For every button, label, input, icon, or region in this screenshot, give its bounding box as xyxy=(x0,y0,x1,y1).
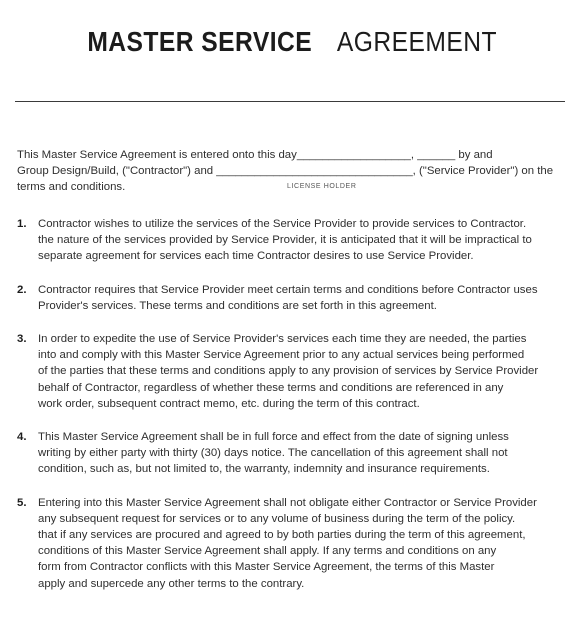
clause-number: 4. xyxy=(17,431,27,444)
clause-line: conditions of this Master Service Agreement shall apply. If any terms and conditions on any xyxy=(38,545,497,558)
clause-number: 3. xyxy=(17,333,27,346)
clause-line: work order, subsequent contract memo, etc. during the term of this contract. xyxy=(38,397,420,410)
clause-line: the nature of the services provided by Service Provider, it is anticipated that it will be impractical to xyxy=(38,234,532,247)
clause-number: 5. xyxy=(17,496,27,509)
clause-line: behalf of Contractor, regardless of whether these terms and conditions are referenced in any xyxy=(38,381,504,394)
clause-line: condition, such as, but not limited to, the warranty, indemnity and insurance requirements. xyxy=(38,463,490,476)
document-title xyxy=(0,26,580,58)
clause-line: into and comply with this Master Service Agreement prior to any actual services being performed xyxy=(38,349,525,362)
clause-line: that if any services are procured and agreed to by both parties during the term of this agreement, xyxy=(38,529,526,542)
intro-line: Group Design/Build, ("Contractor") and _______________________________, ("Service Provider") on the xyxy=(17,165,554,177)
clause-line: In order to expedite the use of Service Provider's services each time they are needed, the parties xyxy=(38,333,527,346)
clause-line: separate agreement for services each time Contractor desires to use Service Provider. xyxy=(38,250,474,263)
clause-number: 2. xyxy=(17,283,27,296)
clause-line: of the parties that these terms and conditions apply to any provision of services by Service Provider xyxy=(38,365,539,378)
clause-line: Provider's services. These terms and conditions are set forth in this agreement. xyxy=(38,299,437,312)
clause-item xyxy=(17,495,570,592)
license-holder-label: LICENSE HOLDER xyxy=(287,183,357,190)
clause-line: form from Contractor conflicts with this Master Service Agreement, the terms of this Master xyxy=(38,561,495,574)
title-bold: MASTER SERVICE xyxy=(87,26,313,57)
clause-item xyxy=(17,282,570,314)
clause-list xyxy=(17,216,570,609)
intro-line: terms and conditions. xyxy=(17,181,126,193)
clause-line: writing by either party with thirty (30) days notice. The cancellation of this agreement shall not xyxy=(38,447,508,460)
clause-item xyxy=(17,216,570,265)
clause-line: Contractor requires that Service Provider meet certain terms and conditions before Contractor uses xyxy=(38,283,538,296)
clause-item xyxy=(17,331,570,412)
clause-line: any subsequent request for services or to any volume of business during the term of the policy. xyxy=(38,512,516,525)
clause-line: This Master Service Agreement shall be in full force and effect from the date of signing unless xyxy=(38,431,509,444)
clause-line: Contractor wishes to utilize the services of the Service Provider to provide services to Contractor. xyxy=(38,218,527,230)
clause-line: apply and supercede any other terms to the contrary. xyxy=(38,577,305,590)
title-divider xyxy=(15,101,565,102)
title-light: AGREEMENT xyxy=(336,26,497,57)
intro-line: This Master Service Agreement is entered onto this day__________________, ______ by and xyxy=(17,149,493,161)
clause-line: Entering into this Master Service Agreement shall not obligate either Contractor or Service Provider xyxy=(38,496,537,509)
clause-item xyxy=(17,429,570,478)
clause-number: 1. xyxy=(17,218,27,230)
